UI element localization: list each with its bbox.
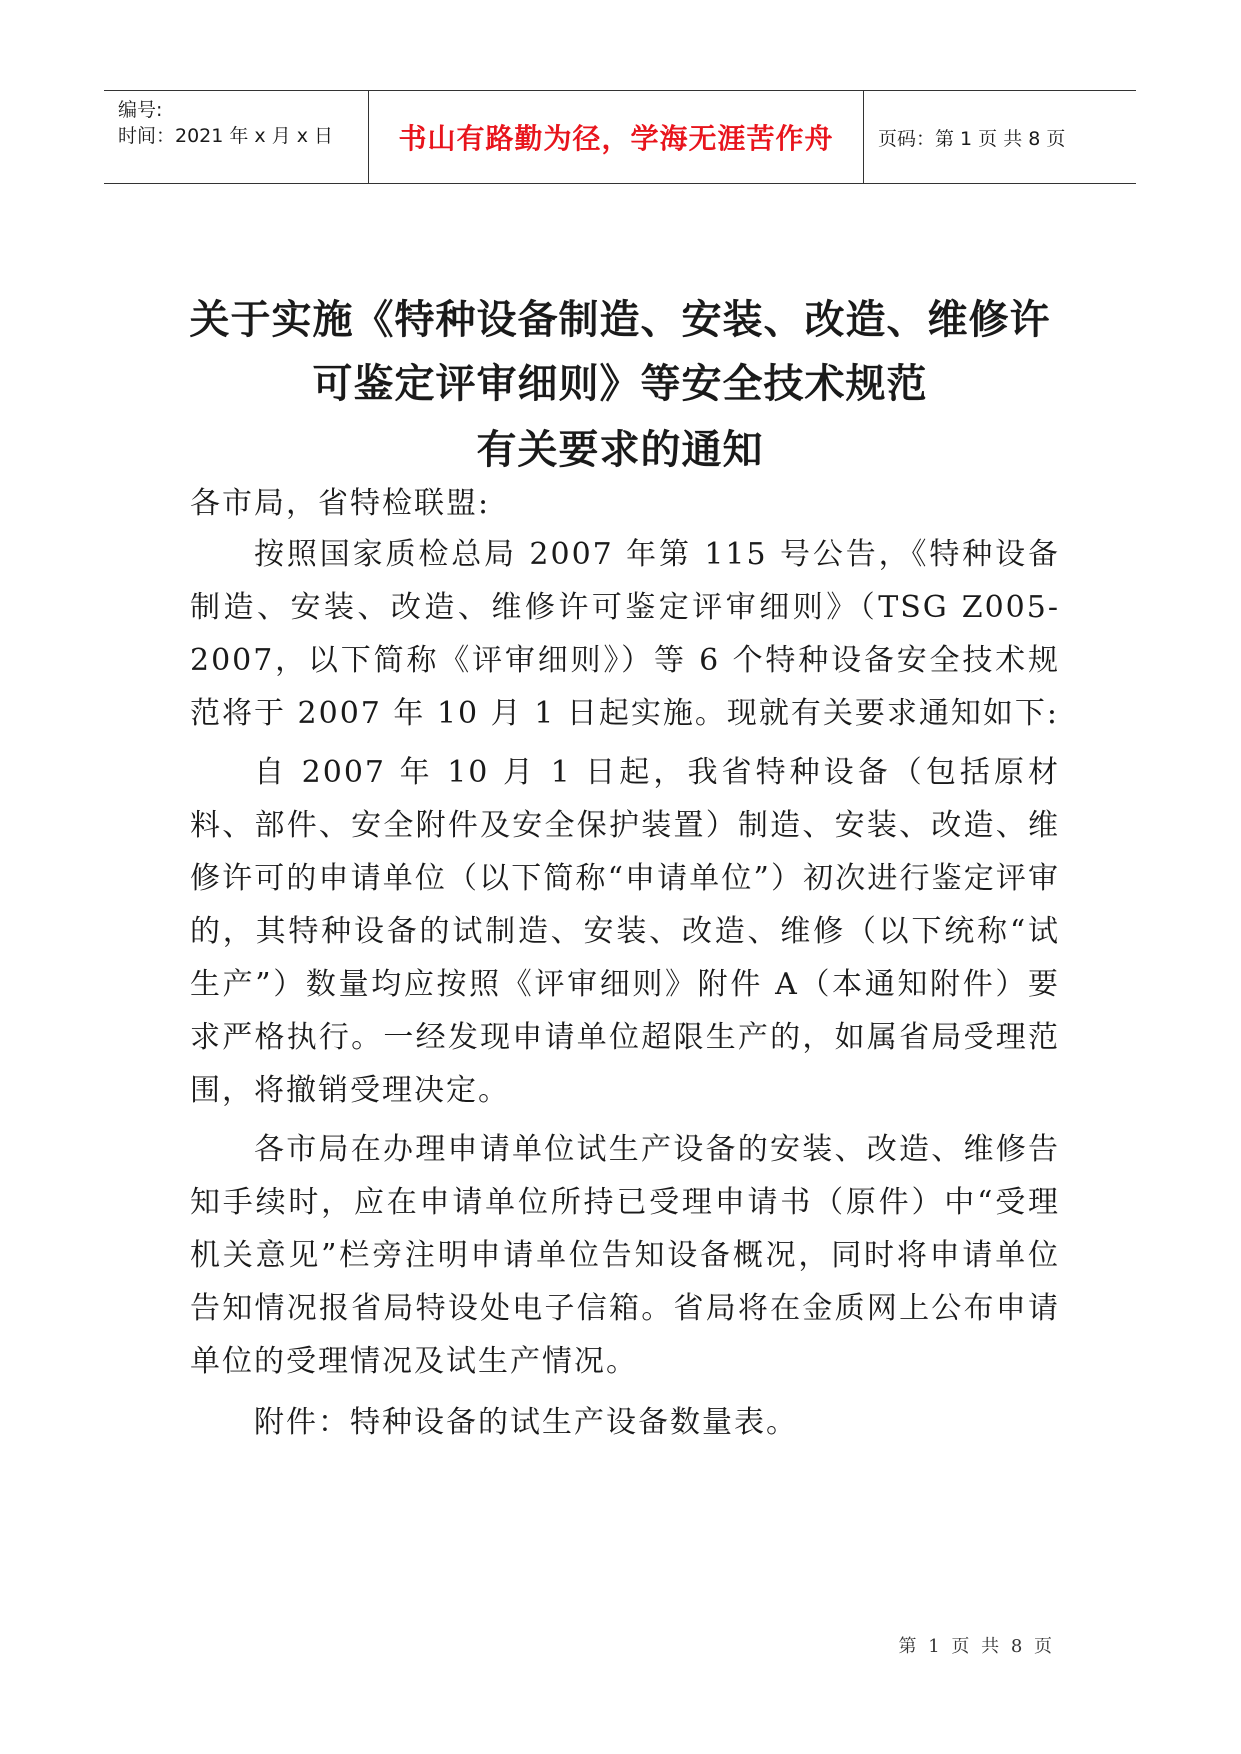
paragraph-2: 自 2007 年 10 月 1 日起，我省特种设备（包括原材料、部件、安全附件及安全保护装置）制造、安装、改造、维修许可的申请单位（以下简称“申请单位”）初次进行鉴定评审的，其特种设备的试制造、安装、改造、维修（以下统称“试生产”）数量均应按照《评审细则》附件 A（本通知附件）要求严格执行。一经发现申请单位超限生产的，如属省局受理范围，将撤销受理决定。 — [190, 755, 1060, 1108]
page-footer: 第 1 页 共 8 页 — [898, 1636, 1055, 1657]
paragraph-attachment: 附件：特种设备的试生产设备数量表。 — [254, 1405, 798, 1440]
title-line-1: 关于实施《特种设备制造、安装、改造、维修许 — [189, 296, 1051, 343]
title-line-2: 可鉴定评审细则》等安全技术规范 — [312, 360, 928, 407]
time-label: 时间：2021 年 x 月 x 日 — [118, 125, 334, 147]
header-motto-cell — [369, 91, 864, 183]
header-page-cell — [864, 91, 1136, 183]
page-label: 页码：第 1 页 共 8 页 — [878, 127, 1066, 150]
paragraph-1: 按照国家质检总局 2007 年第 115 号公告，《特种设备制造、安装、改造、维修许可鉴定评审细则》（TSG Z005-2007，以下简称《评审细则》）等 6 个特种设备安全技术规范将于 2007 年 10 月 1 日起实施。现就有关要求通知如下: — [190, 537, 1060, 731]
number-label: 编号: — [118, 99, 163, 121]
title-line-3: 有关要求的通知 — [476, 426, 764, 473]
salutation: 各市局，省特检联盟: — [190, 486, 491, 521]
document-body — [190, 528, 1060, 1449]
paragraph-3: 各市局在办理申请单位试生产设备的安装、改造、维修告知手续时，应在申请单位所持已受理申请书（原件）中“受理机关意见”栏旁注明申请单位告知设备概况，同时将申请单位告知情况报省局特设处电子信箱。省局将在金质网上公布申请单位的受理情况及试生产情况。 — [190, 1132, 1060, 1379]
header-info-cell — [104, 91, 369, 183]
header-table — [104, 90, 1136, 184]
motto-text: 书山有路勤为径，学海无涯苦作舟 — [398, 122, 834, 155]
